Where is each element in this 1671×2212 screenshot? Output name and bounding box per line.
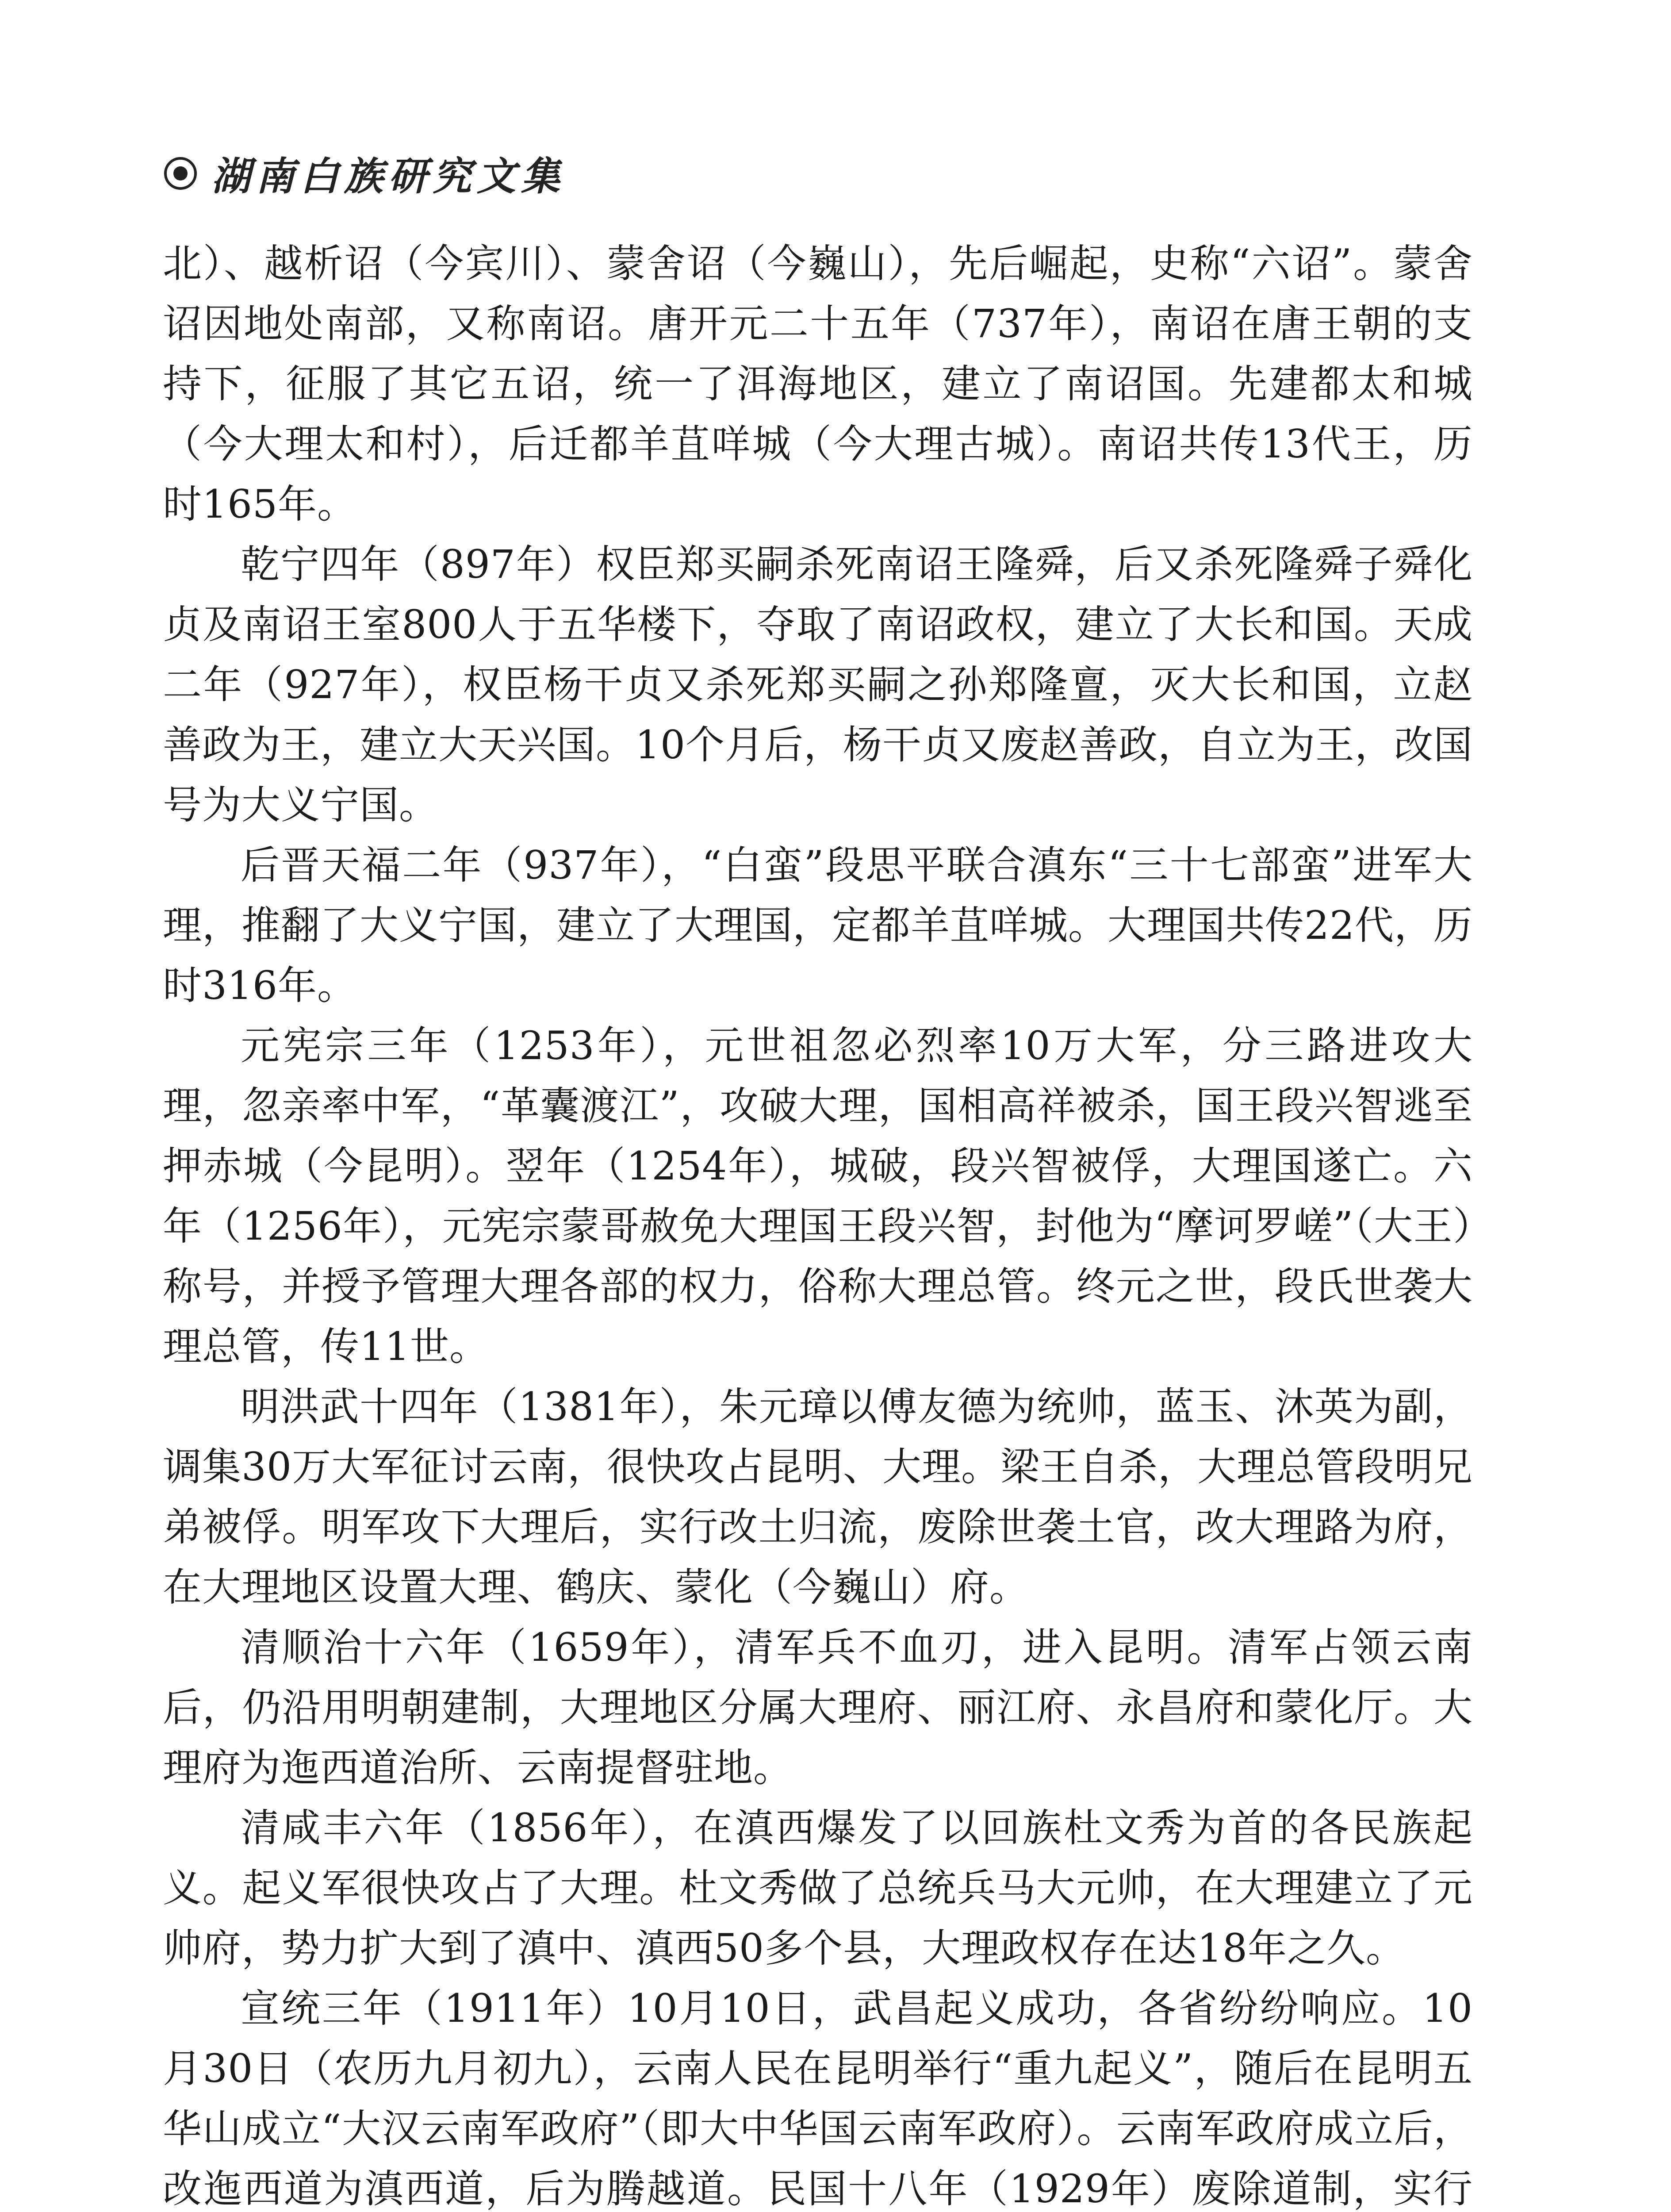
paragraph-5: 明洪武十四年（1381年），朱元璋以傅友德为统帅，蓝玉、沐英为副，调集30万大军征讨云南，很快攻占昆明、大理。梁王自杀，大理总管段明兄弟被俘。明军攻下大理后，实行改土归流，废除世袭土官，改大理路为府，在大理地区设置大理、鹤庆、蒙化（今巍山）府。 <box>163 1384 1473 1610</box>
paragraph-8: 宣统三年（1911年）10月10日，武昌起义成功，各省纷纷响应。10月30日（农历九月初九），云南人民在昆明举行“重九起义”，随后在昆明五华山成立“大汉云南军政府”（即大中华国云南军政府）。云南军政府成立后，改迤西道为滇西道，后为腾越道。民国十八年（1929年）废除道制，实行 <box>163 1985 1473 2212</box>
book-title: 湖南白族研究文集 <box>211 153 566 199</box>
body-text <box>163 234 1473 2212</box>
paragraph-6: 清顺治十六年（1659年），清军兵不血刃，进入昆明。清军占领云南后，仍沿用明朝建制，大理地区分属大理府、丽江府、永昌府和蒙化厅。大理府为迤西道治所、云南提督驻地。 <box>163 1624 1473 1790</box>
paragraph-7: 清咸丰六年（1856年），在滇西爆发了以回族杜文秀为首的各民族起义。起义军很快攻占了大理。杜文秀做了总统兵马大元帅，在大理建立了元帅府，势力扩大到了滇中、滇西50多个县，大理政权存在达18年之久。 <box>163 1805 1473 1971</box>
running-header <box>163 147 565 200</box>
paragraph-3: 后晋天福二年（937年），“白蛮”段思平联合滇东“三十七部蛮”进军大理，推翻了大义宁国，建立了大理国，定都羊苴咩城。大理国共传22代，历时316年。 <box>163 842 1473 1008</box>
paragraph-2: 乾宁四年（897年）权臣郑买嗣杀死南诏王隆舜，后又杀死隆舜子舜化贞及南诏王室800人于五华楼下，夺取了南诏政权，建立了大长和国。天成二年（927年），权臣杨干贞又杀死郑买嗣之孙郑隆亶，灭大长和国，立赵善政为王，建立大天兴国。10个月后，杨干贞又废赵善政，自立为王，改国号为大义宁国。 <box>163 541 1473 828</box>
circled-dot-icon <box>163 156 198 191</box>
paragraph-4: 元宪宗三年（1253年），元世祖忽必烈率10万大军，分三路进攻大理，忽亲率中军，“革囊渡江”，攻破大理，国相高祥被杀，国王段兴智逃至押赤城（今昆明）。翌年（1254年），城破，段兴智被俘，大理国遂亡。六年（1256年），元宪宗蒙哥赦免大理国王段兴智，封他为“摩诃罗嵯”（大王）称号，并授予管理大理各部的权力，俗称大理总管。终元之世，段氏世袭大理总管，传11世。 <box>163 1023 1473 1369</box>
paragraph-1: 北）、越析诏（今宾川）、蒙舍诏（今巍山），先后崛起，史称“六诏”。蒙舍诏因地处南部，又称南诏。唐开元二十五年（737年），南诏在唐王朝的支持下，征服了其它五诏，统一了洱海地区，建立了南诏国。先建都太和城（今大理太和村），后迁都羊苴咩城（今大理古城）。南诏共传13代王，历时165年。 <box>163 241 1473 527</box>
